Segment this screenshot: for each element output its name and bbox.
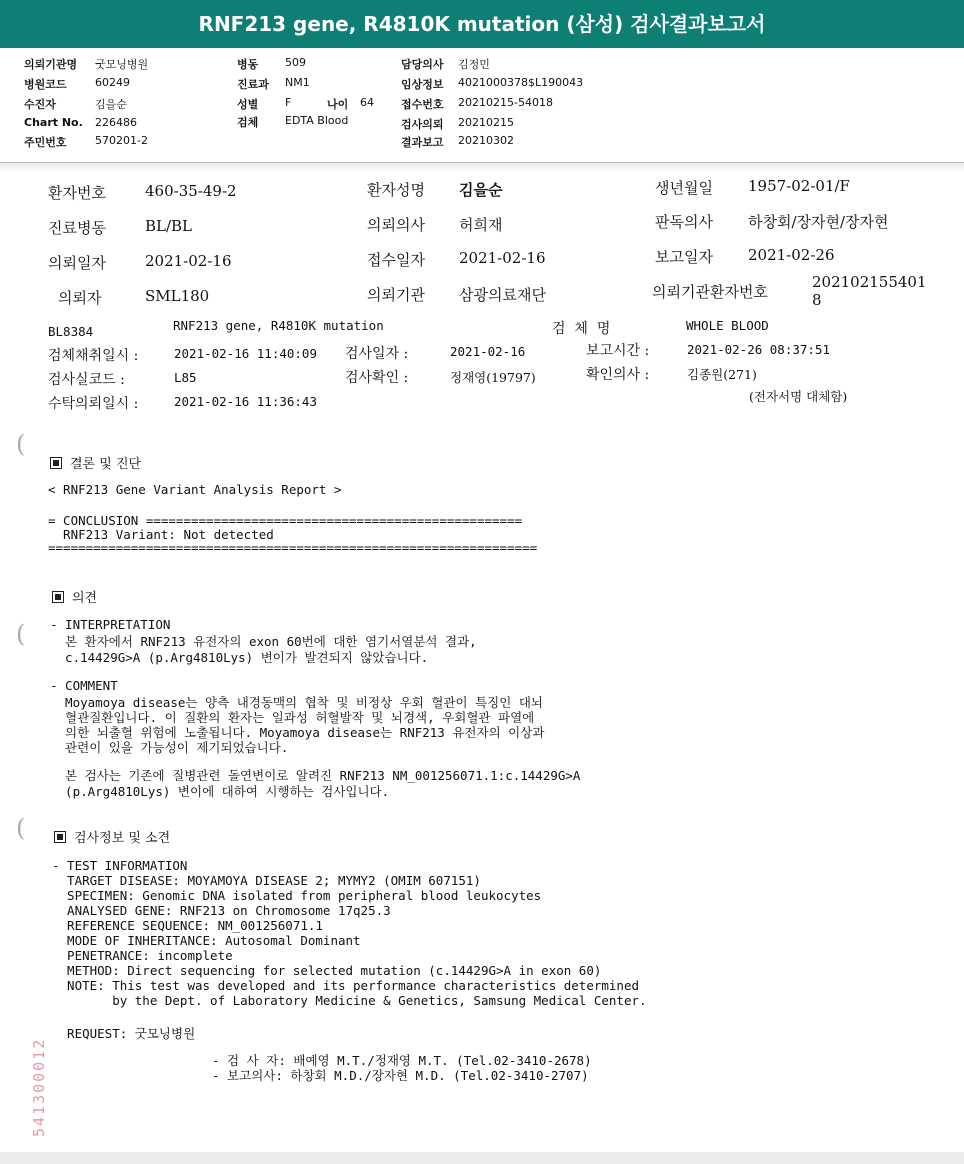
meta-value: 509	[285, 56, 306, 69]
req-date-label: 의뢰일자	[48, 254, 106, 272]
meta-value: 64	[360, 96, 374, 109]
meta-label: 나이	[327, 98, 349, 111]
meta-value: 570201-2	[95, 134, 148, 147]
report-date-label: 보고일자	[655, 248, 713, 266]
comment-title: - COMMENT	[50, 678, 118, 693]
comment-text: 본 검사는 기존에 질병관련 돌연변이로 알려진 RNF213 NM_001256071.1:c.14429G>A	[50, 768, 581, 783]
meta-value: 굿모닝병원	[95, 58, 149, 71]
consign-label: 수탁의뢰일시 :	[48, 396, 139, 412]
meta-value: 4021000378$L190043	[458, 76, 584, 89]
inst-pt-no-cont: 8	[812, 291, 822, 309]
requester: SML180	[145, 287, 210, 305]
testinfo-line: METHOD: Direct sequencing for selected mutation (c.14429G>A in exon 60)	[52, 963, 602, 978]
lab-code-value: L85	[174, 370, 197, 385]
meta-value: 20210215	[458, 116, 514, 129]
report-subtitle: < RNF213 Gene Variant Analysis Report >	[48, 482, 342, 497]
meta-label: 접수번호	[401, 98, 444, 111]
req-inst-label: 의뢰기관	[367, 286, 425, 304]
comment-text: 관련이 있을 가능성이 제기되었습니다.	[50, 740, 289, 755]
req-inst: 삼광의료재단	[459, 286, 546, 304]
testinfo-line: REFERENCE SEQUENCE: NM_001256071.1	[52, 918, 323, 933]
patient-no-label: 환자번호	[48, 184, 106, 202]
scan-mark: (	[16, 430, 26, 458]
specimen-label: 검 체 명	[552, 321, 611, 337]
testinfo-line: TARGET DISEASE: MOYAMOYA DISEASE 2; MYMY2 (OMIM 607151)	[52, 873, 481, 888]
confirm-doc-value: 김종원(271)	[687, 367, 757, 382]
report-time-value: 2021-02-26 08:37:51	[687, 342, 830, 357]
meta-value: EDTA Blood	[285, 114, 349, 127]
page-footer-bar	[0, 1152, 964, 1164]
collect-label: 검체채취일시 :	[48, 348, 139, 364]
testinfo-line: ANALYSED GENE: RNF213 on Chromosome 17q25.3	[52, 903, 391, 918]
scan-mark: (	[16, 620, 26, 648]
testinfo-line: NOTE: This test was developed and its performance characteristics determined	[52, 978, 639, 993]
meta-value: NM1	[285, 76, 310, 89]
dob-label: 생년월일	[655, 179, 713, 197]
lab-code-label: 검사실코드 :	[48, 372, 125, 388]
meta-value: 김정민	[458, 58, 490, 71]
ward-label: 진료병동	[48, 219, 106, 237]
confirm-value: 정재영(19797)	[450, 370, 536, 385]
consign-value: 2021-02-16 11:36:43	[174, 394, 317, 409]
testinfo-title: - TEST INFORMATION	[52, 858, 188, 873]
opinion-heading: 의견	[52, 587, 97, 606]
req-date: 2021-02-16	[145, 252, 232, 270]
meta-value: 20210302	[458, 134, 514, 147]
inst-pt-no-label: 의뢰기관환자번호	[652, 283, 768, 301]
testinfo-line: SPECIMEN: Genomic DNA isolated from peripheral blood leukocytes	[52, 888, 542, 903]
read-doctor-label: 판독의사	[655, 213, 713, 231]
patient-name: 김을순	[459, 181, 503, 199]
reporter-line: - 보고의사: 하창회 M.D./장자현 M.D. (Tel.02-3410-2707)	[212, 1068, 589, 1083]
comment-text: Moyamoya disease는 양측 내경동맥의 협착 및 비정상 우회 혈관이 특징인 대뇌	[50, 695, 543, 710]
requester-label: 의뢰자	[58, 289, 102, 307]
confirm-doc-label: 확인의사 :	[586, 367, 650, 383]
testinfo-heading: 검사정보 및 소견	[54, 827, 170, 846]
scan-mark: (	[16, 814, 26, 842]
specimen-code: BL8384	[48, 324, 94, 339]
interpretation-title: - INTERPRETATION	[50, 617, 171, 632]
meta-label: 주민번호	[24, 136, 67, 149]
report-title: RNF213 gene, R4810K mutation (삼성) 검사결과보고서	[0, 0, 964, 48]
request-line: REQUEST: 굿모닝병원	[52, 1026, 196, 1041]
ward: BL/BL	[145, 217, 193, 235]
meta-label: 임상정보	[401, 78, 444, 91]
meta-value: 60249	[95, 76, 130, 89]
meta-label: 의뢰기관명	[24, 58, 78, 71]
scanned-report	[0, 172, 964, 1164]
inst-pt-no: 202102155401	[812, 273, 927, 291]
meta-label: 수진자	[24, 98, 56, 111]
conclusion-result: RNF213 Variant: Not detected	[48, 527, 274, 542]
test-name: RNF213 gene, R4810K mutation	[173, 318, 384, 333]
testinfo-line: MODE OF INHERITANCE: Autosomal Dominant	[52, 933, 361, 948]
report-date: 2021-02-26	[748, 246, 835, 264]
req-doctor-label: 의뢰의사	[367, 216, 425, 234]
comment-text: 의한 뇌출혈 위험에 노출됩니다. Moyamoya disease는 RNF213 유전자의 이상과	[50, 725, 545, 740]
tester-line: - 검 사 자: 배예영 M.T./정재영 M.T. (Tel.02-3410-2678)	[212, 1053, 592, 1068]
report-metadata	[0, 52, 964, 162]
conclusion-line: =================================================================	[48, 540, 538, 555]
collect-value: 2021-02-16 11:40:09	[174, 346, 317, 361]
recv-date-label: 접수일자	[367, 251, 425, 269]
testinfo-line: PENETRANCE: incomplete	[52, 948, 233, 963]
meta-label: 병원코드	[24, 78, 67, 91]
barcode-number: 541300012	[30, 1037, 48, 1137]
meta-label: 성별	[237, 98, 259, 111]
test-date-value: 2021-02-16	[450, 344, 526, 359]
req-doctor: 허희재	[459, 216, 503, 234]
meta-value: F	[285, 96, 292, 109]
comment-text: (p.Arg4810Lys) 변이에 대하여 시행하는 검사입니다.	[50, 784, 390, 799]
read-doctor: 하창회/장자현/장자현	[748, 213, 889, 231]
comment-text: 혈관질환입니다. 이 질환의 환자는 일과성 허혈발작 및 뇌경색, 우회혈관 파열에	[50, 710, 535, 725]
meta-value: 20210215-54018	[458, 96, 553, 109]
meta-label: 담당의사	[401, 58, 444, 71]
dob: 1957-02-01/F	[748, 177, 850, 195]
meta-label: 병동	[237, 58, 259, 71]
recv-date: 2021-02-16	[459, 249, 546, 267]
testinfo-line: by the Dept. of Laboratory Medicine & Genetics, Samsung Medical Center.	[52, 993, 647, 1008]
confirm-label: 검사확인 :	[345, 370, 409, 386]
report-time-label: 보고시간 :	[586, 343, 650, 359]
patient-no: 460-35-49-2	[145, 182, 237, 200]
meta-label: 결과보고	[401, 136, 444, 149]
meta-label: Chart No.	[24, 116, 83, 129]
interpretation-text: c.14429G>A (p.Arg4810Lys) 변이가 발견되지 않았습니다.	[50, 650, 429, 665]
conclusion-line: = CONCLUSION ==================================================	[48, 513, 523, 528]
patient-name-label: 환자성명	[367, 181, 425, 199]
meta-label: 검사의뢰	[401, 118, 444, 131]
test-date-label: 검사일자 :	[345, 346, 409, 362]
meta-value: 김을순	[95, 98, 127, 111]
meta-label: 검체	[237, 116, 259, 129]
interpretation-text: 본 환자에서 RNF213 유전자의 exon 60번에 대한 염기서열분석 결과,	[50, 634, 477, 649]
esign-note: (전자서명 대체함)	[749, 389, 848, 404]
meta-label: 진료과	[237, 78, 269, 91]
specimen-value: WHOLE BLOOD	[686, 318, 769, 333]
conclusion-heading: 결론 및 진단	[50, 453, 141, 472]
meta-value: 226486	[95, 116, 137, 129]
